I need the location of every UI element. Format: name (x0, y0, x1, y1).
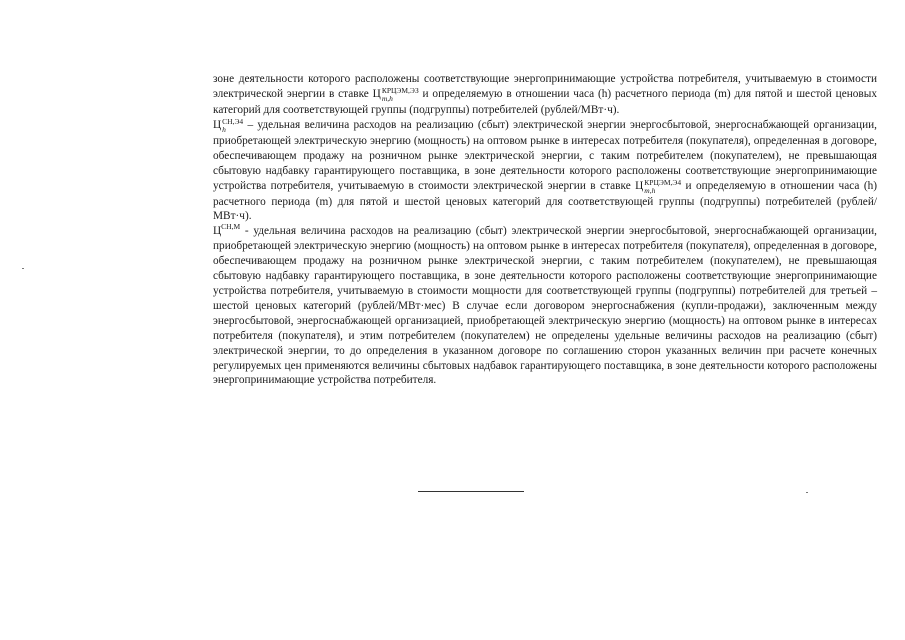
scan-speck (806, 492, 808, 493)
symbol-subscript: m,h (381, 93, 393, 103)
symbol-price-sn-e4: Ц СН,Э4 h (213, 116, 244, 134)
paragraph-2 (213, 118, 877, 225)
symbol-superscript: КРЦЭМ,Э4 (644, 177, 682, 187)
symbol-subscript: h (222, 124, 226, 134)
symbol-superscript: КРЦЭМ,ЭЗ (381, 85, 419, 95)
paragraph-3-text: - удельная величина расходов на реализацию (сбыт) электрической энергии энергосбытовой, энергоснабжающей организации, приобретающей электрическую энергию (мощность) на оптовом рынке в интересах потребителя (покупателя), определенная в договоре, обеспечивающем продажу на розничном рынке электрической энергии, с таким потребителем (покупателем), не превышающая сбытовую надбавку гарантирующего поставщика, в зоне деятельности которого расположены соответствующие энергопринимающие устройства потребителя, учитываемую в стоимости мощности для соответствующей группы (подгруппы) потребителей для третьей – шестой ценовых категорий (рублей/МВт·мес) В случае если договором энергоснабжения (купли-продажи), заключенным между энергосбытовой, энергоснабжающей организацией, приобретающей электрическую энергию (мощность) на оптовом рынке в интересах потребителя (покупателя), и этим потребителем (покупателем) не определены удельные величины расходов на реализацию (сбыт) электрической энергии, то до определения в указанном договоре по соглашению сторон указанных величин при расчете конечных регулируемых цен применяются величины сбытовых надбавок гарантирующего поставщика, в зоне деятельности которого расположены энергопринимающие устройства потребителя. (213, 225, 877, 387)
paragraph-1 (213, 72, 877, 118)
paragraph-2-text-a: – удельная величина расходов на реализацию (сбыт) электрической энергии энергосбытовой, энергоснабжающей организации, приобретающей электрическую энергию (мощность) на оптовом рынке в интересах потребителя (покупателя), определенная в договоре, обеспечивающем продажу на розничном рынке электрической энергии, с таким потребителем (покупателем), не превышающая сбытовую надбавку гарантирующего поставщика, в зоне деятельности которого расположены соответствующие энергопринимающие устройства потребителя, учитываемую в стоимости электрической энергии в ставке (213, 118, 877, 192)
paragraph-1-text-a: зоне деятельности которого расположены соответствующие энергопринимающие устройства потребителя, учитываемую в стоимости электрической энергии в ставке (213, 73, 877, 100)
symbol-superscript: СН,Э4 (222, 116, 244, 126)
symbol-price-krcem-e4: Ц КРЦЭМ,Э4 m,h (635, 177, 682, 195)
scan-speck (22, 268, 24, 269)
paragraph-1-text-b: и определяемую в отношении часа (h) расчетного периода (m) для пятой и шестой ценовых категорий для соответствующей группы (подгруппы) потребителей (рублей/МВт·ч). (213, 87, 877, 116)
symbol-price-sn-m: $Ц^{СН,М}$ (213, 222, 241, 238)
symbol-price-krcem-e3: Ц КРЦЭМ,ЭЗ m,h (372, 85, 419, 103)
footnote-separator (418, 491, 524, 492)
paragraph-2-text-b: и определяемую в отношении часа (h) расчетного периода (m) для пятой и шестой ценовых категорий для соответствующей группы (подгруппы) потребителей (рублей/МВт·ч). (213, 179, 877, 223)
symbol-superscript: СН,М (221, 222, 241, 232)
paragraph-3 (213, 224, 877, 388)
document-text (213, 72, 877, 388)
symbol-subscript: m,h (644, 185, 656, 195)
